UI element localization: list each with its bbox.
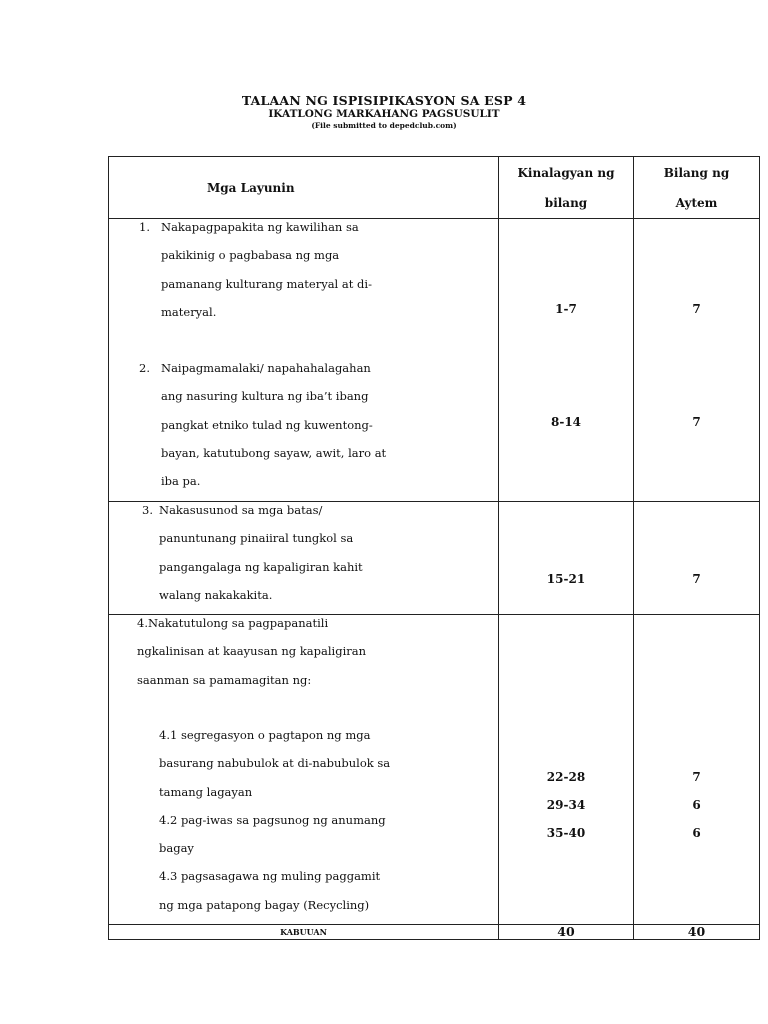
count-cell	[634, 615, 760, 925]
total-label: KABUUAN	[109, 925, 499, 940]
header-bilang-line1: Bilang ng	[663, 166, 730, 180]
count-value: 7	[692, 302, 701, 316]
objective-4-line: 4.Nakatutulong sa pagpapanatili	[137, 616, 329, 630]
position-value: 29-34	[546, 798, 586, 812]
objective-3-line: panuntunang pinaiiral tungkol sa	[159, 531, 354, 546]
table-row	[109, 502, 760, 615]
table-header-row	[109, 157, 760, 219]
header-kinalagyan	[499, 157, 634, 219]
objective-1-line: Nakapagpapakita ng kawilihan sa	[161, 220, 359, 234]
header-mga-layunin: Mga Layunin	[109, 157, 499, 219]
objective-3-line: walang nakakakita.	[159, 587, 273, 602]
objective-4-subline: 4.1 segregasyon o pagtapon ng mga	[159, 728, 371, 742]
table-row	[109, 219, 760, 502]
position-value: 8-14	[550, 415, 582, 429]
position-value: 35-40	[546, 826, 586, 840]
count-cell	[634, 502, 760, 615]
count-value: 7	[692, 770, 701, 784]
header-kinalagyan-line2: bilang	[544, 196, 588, 210]
objective-4-subline: basurang nabubulok at di-nabubulok sa	[159, 756, 391, 771]
document-subtitle: IKATLONG MARKAHANG PAGSUSULIT	[268, 108, 500, 120]
objective-3-line: pangangalaga ng kapaligiran kahit	[159, 559, 363, 574]
objective-4-subline: 4.2 pag-iwas sa pagsunog ng anumang	[159, 812, 386, 827]
table-row	[109, 615, 760, 925]
objective-3-line: Nakasusunod sa mga batas/	[159, 503, 323, 517]
count-cell	[634, 219, 760, 502]
objective-2-line: Naipagmamalaki/ napahahalagahan	[161, 361, 371, 375]
position-cell	[499, 502, 634, 615]
objective-1-line: pamanang kulturang materyal at di-	[161, 276, 372, 291]
objective-1-number: 1.	[139, 220, 150, 234]
objective-4-subline: ng mga patapong bagay (Recycling)	[159, 897, 370, 912]
total-position: 40	[499, 925, 634, 940]
count-value: 6	[692, 798, 701, 812]
position-value: 22-28	[546, 770, 586, 784]
header-bilang-line2: Aytem	[675, 196, 718, 210]
objective-4-subline: 4.3 pagsasagawa ng muling paggamit	[159, 869, 381, 884]
document-note: (File submitted to depedclub.com)	[311, 121, 457, 130]
count-value: 6	[692, 826, 701, 840]
position-cell	[499, 219, 634, 502]
specification-table	[108, 156, 760, 940]
objective-4-subline: bagay	[159, 841, 194, 856]
count-value: 7	[692, 415, 701, 429]
objective-1-line: materyal.	[161, 304, 217, 319]
objective-2-line: iba pa.	[161, 474, 201, 489]
position-value: 15-21	[546, 572, 586, 586]
objective-1-line: pakikinig o pagbabasa ng mga	[161, 248, 340, 263]
objective-2-number: 2.	[139, 361, 150, 375]
objectives-cell	[109, 615, 499, 925]
position-cell	[499, 615, 634, 925]
objectives-cell	[109, 502, 499, 615]
position-value: 1-7	[555, 302, 577, 316]
document-title: TALAAN NG ISPISIPIKASYON SA ESP 4	[241, 93, 527, 108]
header-bilang-aytem	[634, 157, 760, 219]
objective-4-line: saanman sa pamamagitan ng:	[137, 672, 312, 687]
objective-4-line: ngkalinisan at kaayusan ng kapaligiran	[137, 644, 367, 659]
count-value: 7	[692, 572, 701, 586]
total-row	[109, 925, 760, 940]
objective-2-line: bayan, katutubong sayaw, awit, laro at	[161, 445, 387, 460]
objective-4-subline: tamang lagayan	[159, 784, 253, 799]
objective-2-line: ang nasuring kultura ng iba’t ibang	[161, 389, 369, 404]
header-kinalagyan-line1: Kinalagyan ng	[517, 166, 615, 180]
objective-3-number: 3.	[142, 503, 153, 517]
objectives-cell	[109, 219, 499, 502]
objective-2-line: pangkat etniko tulad ng kuwentong-	[161, 417, 373, 432]
total-count: 40	[634, 925, 760, 940]
